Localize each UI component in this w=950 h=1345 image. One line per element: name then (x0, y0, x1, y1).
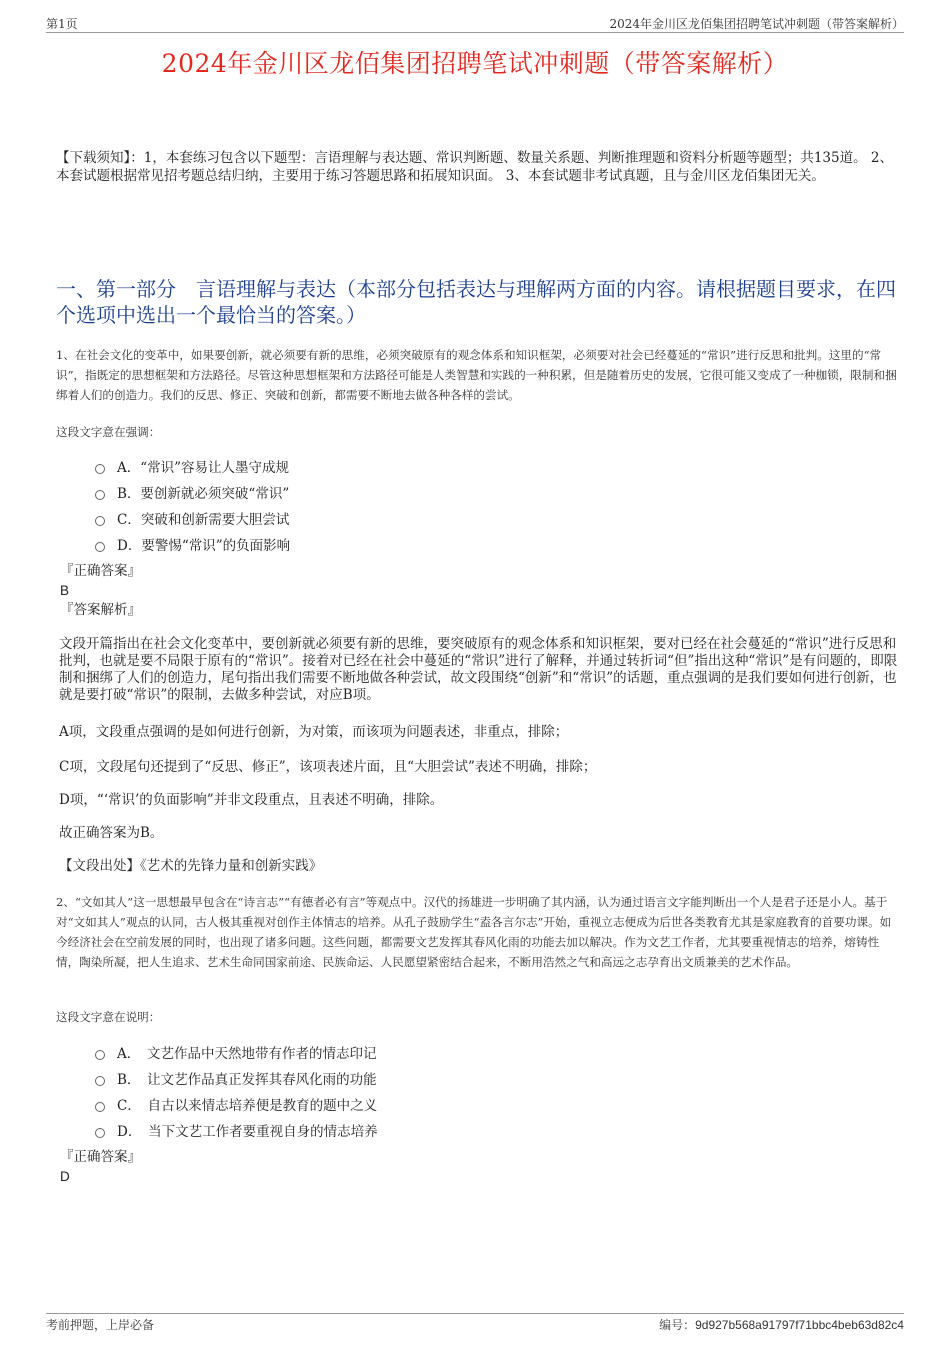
analysis-text: 文段开篇指出在社会文化变革中，要创新就必须要有新的思维，要突破原有的观念体系和知识框架，要对已经在社会蔓延的“常识”进行反思和批判，也就是要不局限于原有的“常识”。接着对已经在社会中蔓延的“常识”进行了解释，并通过转折词“但”指出这种“常识”是有问题的，即限制和捆绑了人们的创造力，尾句指出我们需要不断地做各种尝试，故文段围绕“创新”和“常识”的话题，重点强调的是我们要如何进行创新，也就是要打破“常识”的限制，去做多种尝试，对应B项。 (59, 636, 898, 703)
radio-icon[interactable] (95, 542, 105, 552)
question-1-options (95, 453, 795, 557)
option-label: D．要警惕“常识”的负面影响 (117, 538, 291, 554)
answer-value: B (60, 583, 70, 598)
page-header (46, 14, 904, 33)
radio-icon[interactable] (95, 1128, 105, 1138)
option-a-note: A项，文段重点强调的是如何进行创新，为对策，而该项为问题表述，非重点，排除； (59, 724, 569, 740)
option-label: B． 让文艺作品真正发挥其春风化雨的功能 (117, 1072, 377, 1088)
option-a[interactable] (95, 453, 795, 479)
answer-value: D (60, 1169, 70, 1184)
radio-icon[interactable] (95, 464, 105, 474)
radio-icon[interactable] (95, 1050, 105, 1060)
document-id: 编号：9d927b568a91797f71bbc4beb63d82c4 (659, 1318, 904, 1332)
option-c-note: C项，文段尾句还提到了“反思、修正”，该项表述片面，且“大胆尝试”表述不明确，排除； (59, 759, 597, 775)
option-d[interactable] (95, 1117, 795, 1143)
option-label: C．突破和创新需要大胆尝试 (117, 512, 290, 528)
option-d[interactable] (95, 531, 795, 557)
question-1-prompt: 这段文字意在强调： (56, 425, 161, 439)
option-label: B．要创新就必须突破“常识” (117, 486, 290, 502)
header-doc-title: 2024年金川区龙佰集团招聘笔试冲刺题（带答案解析） (609, 17, 904, 31)
question-1-passage: 1、在社会文化的变革中，如果要创新，就必须要有新的思维，必须突破原有的观念体系和知识框架，必须要对社会已经蔓延的“常识”进行反思和批判。这里的“常识”，指既定的思想框架和方法路径。尽管这种思想框架和方法路径可能是人类智慧和实践的一种积累，但是随着历史的发展，它很可能又变成了一种枷锁，限制和捆绑着人们的创造力。我们的反思、修正、突破和创新，都需要不断地去做各种各样的尝试。 (56, 348, 897, 402)
answer-label: 『正确答案』 (60, 563, 141, 579)
page-title: 2024年金川区龙佰集团招聘笔试冲刺题（带答案解析） (161, 49, 789, 78)
radio-icon[interactable] (95, 516, 105, 526)
option-label: C． 自古以来情志培养便是教育的题中之义 (117, 1098, 378, 1114)
option-b[interactable] (95, 1065, 795, 1091)
option-c[interactable] (95, 1091, 795, 1117)
radio-icon[interactable] (95, 1102, 105, 1112)
question-2-options (95, 1039, 795, 1143)
conclusion: 故正确答案为B。 (59, 825, 164, 841)
footer-slogan: 考前押题，上岸必备 (46, 1318, 155, 1332)
question-2-passage: 2、“文如其人”这一思想最早包含在“诗言志”“有德者必有言”等观点中。汉代的扬雄进一步明确了其内涵，认为通过语言文字能判断出一个人是君子还是小人。基于对“文如其人”观点的认同，古人极其重视对创作主体情志的培养。从孔子鼓励学生“盍各言尔志”开始，重视立志便成为后世各类教育尤其是家庭教育的首要功课。如今经济社会在空前发展的同时，也出现了诸多问题。这些问题，都需要文艺发挥其春风化雨的功能去加以解决。作为文艺工作者，尤其要重视情志的培养，熔铸性情，陶染所凝，把人生追求、艺术生命同国家前途、民族命运、人民愿望紧密结合起来，不断用浩然之气和高远之志孕育出文质兼美的艺术作品。 (56, 895, 892, 969)
passage-source: 【文段出处】《艺术的先锋力量和创新实践》 (59, 858, 323, 874)
page-footer (46, 1313, 904, 1332)
radio-icon[interactable] (95, 1076, 105, 1086)
radio-icon[interactable] (95, 490, 105, 500)
option-label: A．“常识”容易让人墨守成规 (117, 460, 290, 476)
option-label: D． 当下文艺工作者要重视自身的情志培养 (117, 1124, 378, 1140)
answer-label: 『正确答案』 (60, 1149, 141, 1165)
option-b[interactable] (95, 479, 795, 505)
option-c[interactable] (95, 505, 795, 531)
option-label: A． 文艺作品中天然地带有作者的情志印记 (117, 1046, 377, 1062)
section-heading: 一、第一部分 言语理解与表达（本部分包括表达与理解两方面的内容。请根据题目要求，在四个选项中选出一个最恰当的答案。） (56, 277, 896, 327)
option-d-note: D项，“‘常识’的负面影响”并非文段重点，且表述不明确，排除。 (59, 792, 444, 808)
page-number: 第1页 (46, 17, 78, 31)
analysis-label: 『答案解析』 (60, 602, 141, 618)
question-2-prompt: 这段文字意在说明： (56, 1010, 161, 1024)
download-notice: 【下载须知】：1，本套练习包含以下题型：言语理解与表达题、常识判断题、数量关系题、判断推理题和资料分析题等题型；共135道。 2、本套试题根据常见招考题总结归纳，主要用于练习答题思路和拓展知识面。 3、本套试题非考试真题，且与金川区龙佰集团无关。 (56, 150, 893, 184)
option-a[interactable] (95, 1039, 795, 1065)
